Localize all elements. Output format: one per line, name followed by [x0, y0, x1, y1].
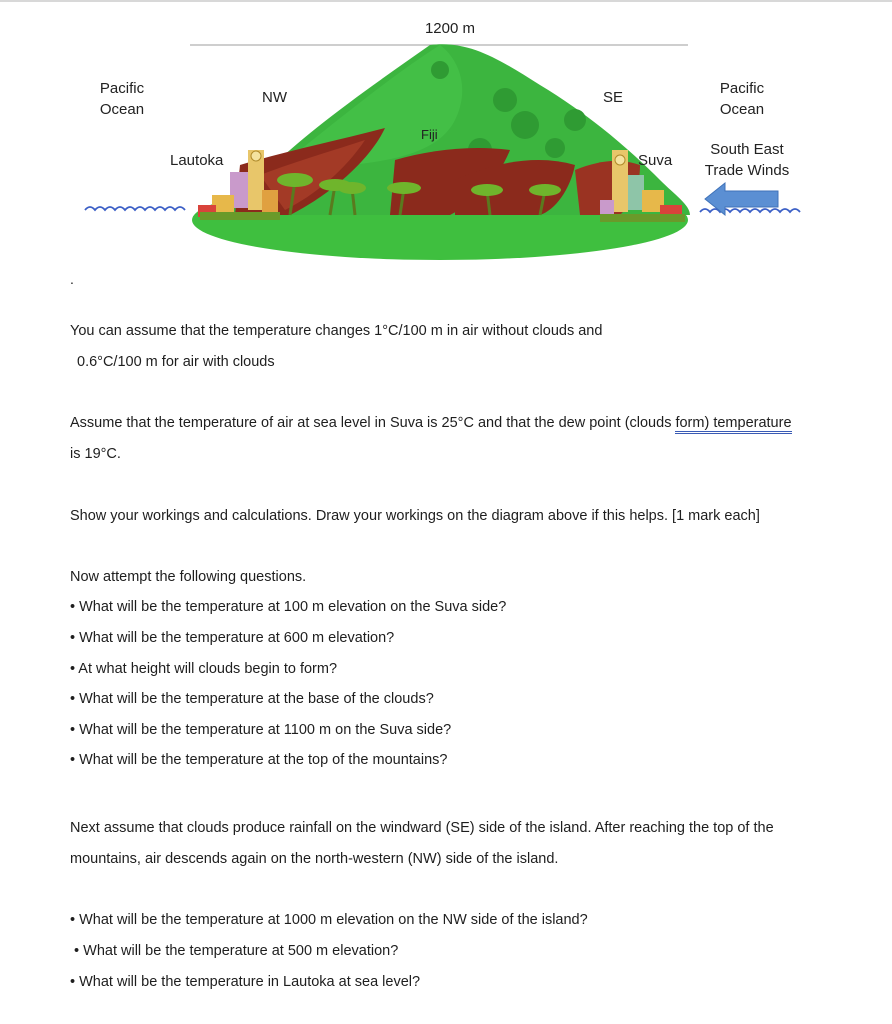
question-item: • What will be the temperature at 1100 m on the Suva side?	[70, 722, 452, 738]
question2-item: • What will be the temperature at 500 m elevation?	[70, 943, 399, 959]
vegetation-blob	[511, 111, 539, 139]
stray-mark: .	[70, 271, 74, 287]
now-attempt-heading: Now attempt the following questions.	[70, 569, 307, 585]
fiji-label: Fiji	[421, 127, 438, 142]
right-ocean-label: Pacific Ocean	[719, 80, 765, 118]
question-item: • What will be the temperature at the base of the clouds?	[70, 691, 434, 707]
question-item: • What will be the temperature at the top of the mountains?	[70, 752, 448, 768]
spellcheck-underlined-text	[675, 415, 791, 434]
height-label: 1200 m	[424, 20, 476, 37]
question-item: • What will be the temperature at 600 m elevation?	[70, 630, 395, 646]
wave-right	[700, 209, 800, 212]
rainfall-paragraph-line-2: mountains, air descends again on the north-western (NW) side of the island.	[70, 851, 559, 867]
show-workings-instruction: Show your workings and calculations. Draw your workings on the diagram above if this helps. [1 mark each]	[70, 508, 760, 524]
nw-label: NW	[262, 89, 287, 106]
suva-assumption-line-1	[70, 415, 792, 431]
assumption-line-2: 0.6°C/100 m for air with clouds	[77, 354, 275, 370]
left-ocean-label: Pacific Ocean	[99, 80, 145, 118]
question2-item: • What will be the temperature in Lautoka at sea level?	[70, 974, 421, 990]
wave-left	[85, 207, 185, 210]
vegetation-blob	[564, 109, 586, 131]
fiji-island-diagram	[0, 0, 892, 300]
question-item: • At what height will clouds begin to form?	[70, 661, 338, 677]
question-item: • What will be the temperature at 100 m elevation on the Suva side?	[70, 599, 507, 615]
suva-assumption-part-a: Assume that the temperature of air at sea level in Suva is 25°C and that the dew point (clouds	[70, 415, 676, 431]
rainfall-paragraph-line-1: Next assume that clouds produce rainfall on the windward (SE) side of the island. After reaching the top of the	[70, 820, 774, 836]
suva-assumption-part-c: temperature	[709, 415, 792, 431]
assumption-line-1: You can assume that the temperature changes 1°C/100 m in air without clouds and	[70, 323, 603, 339]
trade-winds-label: South East Trade Winds	[704, 141, 790, 179]
suva-label: Suva	[638, 152, 673, 169]
suva-assumption-line-2: is 19°C.	[70, 446, 121, 462]
vegetation-blob	[431, 61, 449, 79]
se-label: SE	[603, 89, 624, 106]
vegetation-blob	[545, 138, 565, 158]
question2-item: • What will be the temperature at 1000 m elevation on the NW side of the island?	[70, 912, 588, 928]
vegetation-blob	[493, 88, 517, 112]
suva-assumption-part-b: form)	[675, 415, 710, 431]
lautoka-label: Lautoka	[170, 152, 224, 169]
